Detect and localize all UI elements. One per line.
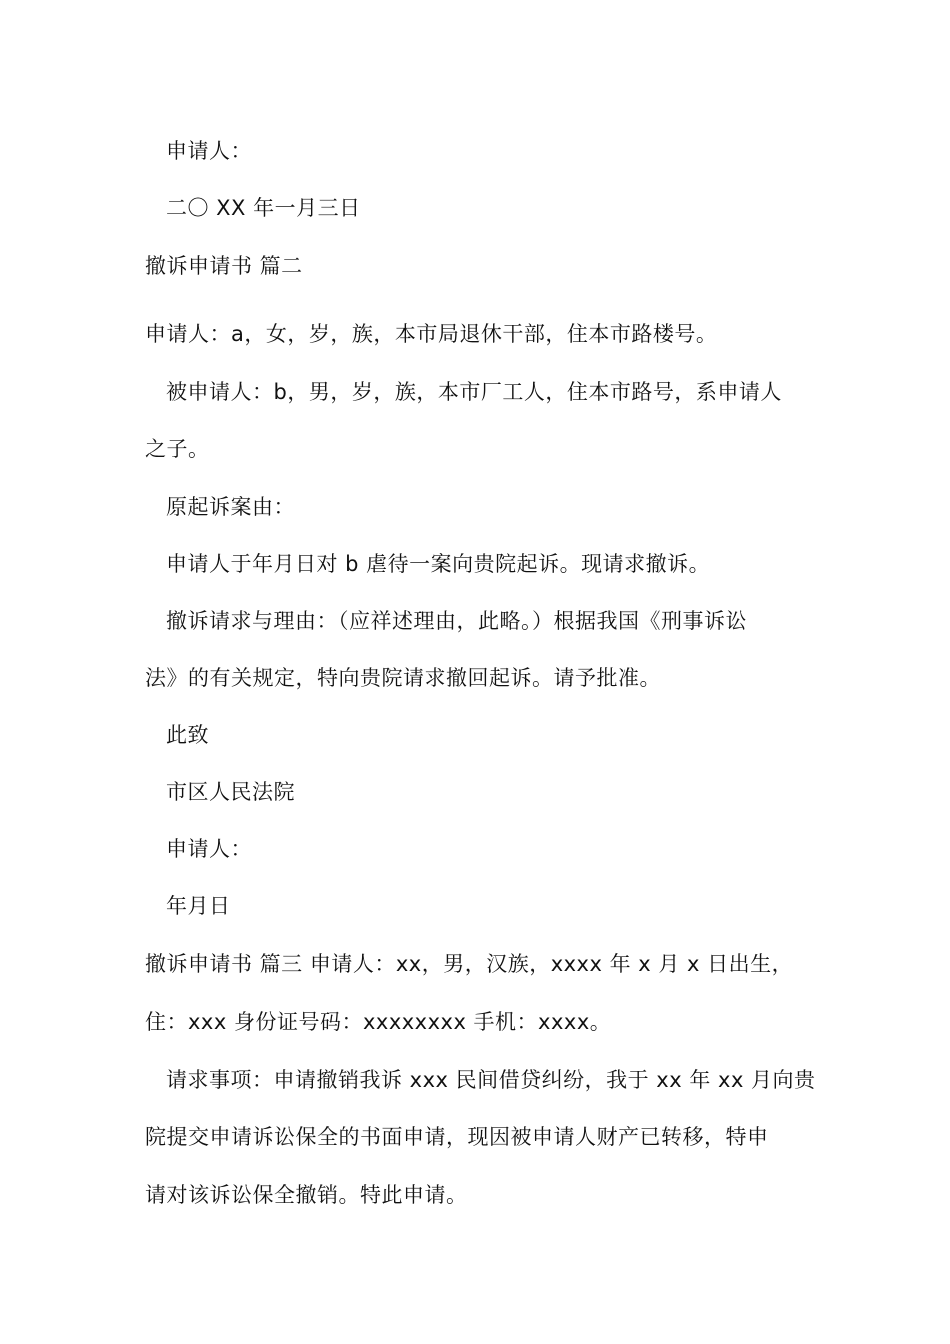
salutation: 此致 — [166, 723, 209, 747]
signature-date: 年月日 — [166, 894, 231, 918]
section-title-3: 撤诉申请书 篇三 申请人：xx，男，汉族，xxxx 年 x 月 x 日出生， — [145, 952, 794, 976]
case-cause-heading: 原起诉案由： — [166, 495, 295, 519]
applicant-signature: 申请人： — [166, 837, 252, 861]
withdrawal-reason: 撤诉请求与理由：（应祥述理由，此略。）根据我国《刑事诉讼 — [166, 609, 747, 633]
respondent-info: 被申请人：b，男，岁，族，本市厂工人，住本市路号，系申请人 — [166, 380, 782, 404]
case-cause-text: 申请人于年月日对 b 虐待一案向贵院起诉。现请求撤诉。 — [166, 552, 711, 576]
respondent-info-cont: 之子。 — [145, 437, 210, 461]
request-matters: 请求事项：申请撤销我诉 xxx 民间借贷纠纷，我于 xx 年 xx 月向贵 — [166, 1068, 816, 1092]
withdrawal-reason-cont: 法》的有关规定，特向贵院请求撤回起诉。请予批准。 — [145, 666, 661, 690]
request-matters-cont: 院提交申请诉讼保全的书面申请，现因被申请人财产已转移，特申 — [145, 1125, 769, 1149]
applicant-address: 住：xxx 身份证号码：xxxxxxxx 手机：xxxx。 — [145, 1010, 612, 1034]
applicant-info: 申请人：a，女，岁，族，本市局退休干部，住本市路楼号。 — [145, 322, 718, 346]
court-name: 市区人民法院 — [166, 780, 295, 804]
date-line: 二〇 XX 年一月三日 — [166, 196, 361, 220]
applicant-label: 申请人： — [166, 139, 252, 163]
request-matters-end: 请对该诉讼保全撤销。特此申请。 — [145, 1183, 468, 1207]
section-title-2: 撤诉申请书 篇二 — [145, 254, 303, 278]
